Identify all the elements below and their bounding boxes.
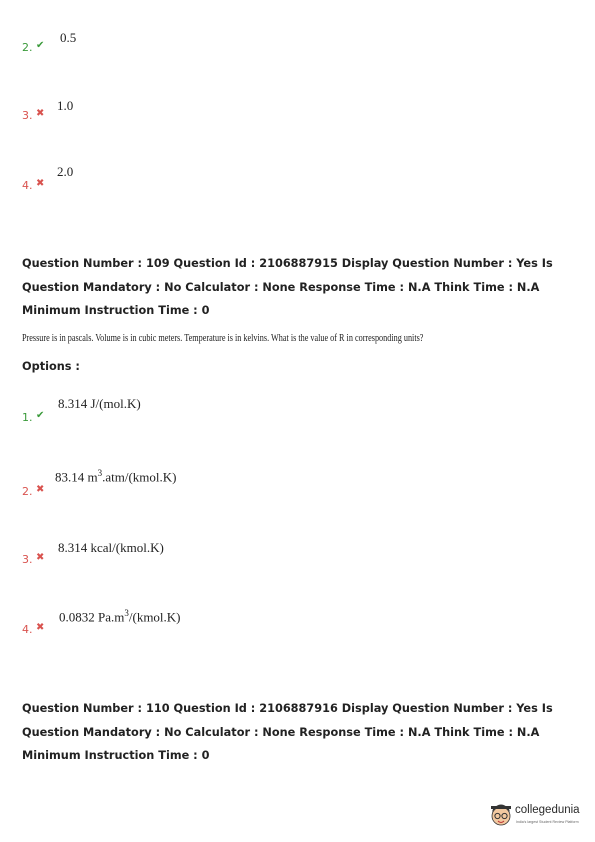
option-value: 0.5: [60, 30, 77, 45]
option-number: 4.: [22, 179, 33, 192]
option-number: 1.: [22, 411, 33, 424]
cross-icon: ✖: [36, 178, 45, 189]
cross-icon: ✖: [36, 484, 45, 495]
option-text: /(kmol.K): [128, 609, 181, 625]
cross-icon: ✖: [36, 108, 45, 119]
logo-name: collegedunia: [515, 804, 580, 816]
option-number: 3.: [22, 109, 33, 122]
superscript: 3: [124, 608, 129, 618]
option-value: [58, 540, 164, 556]
option-number: 2.: [22, 41, 33, 54]
question-text: Pressure is in pascals. Volume is in cubic meters. Temperature is in kelvins. What is the value of R in corresponding units?: [22, 333, 424, 344]
option-value: 2.0: [57, 164, 74, 179]
option-number: 3.: [22, 553, 33, 566]
option-number: 4.: [22, 623, 33, 636]
option-text: 0.0832 Pa.m: [59, 609, 125, 625]
collegedunia-logo: [489, 800, 589, 836]
option-value: [59, 608, 181, 625]
option-text: 8.314 kcal/(kmol.K): [58, 540, 164, 555]
options-label: Options :: [22, 360, 80, 373]
logo-tagline: India's largest Student Review Platform: [516, 820, 579, 824]
option-text: .atm/(kmol.K): [102, 469, 177, 485]
check-icon: ✔: [36, 410, 45, 421]
question-header-110: Question Number : 110 Question Id : 2106887916 Display Question Number : Yes Is Question Mandatory : No Calculator : None Response Time : N.A Think Time : N.A Minimum Instruction Time : 0: [22, 702, 553, 762]
option-number: 2.: [22, 485, 33, 498]
check-icon: ✔: [36, 40, 45, 51]
cross-icon: ✖: [36, 552, 45, 563]
option-value: [58, 396, 141, 412]
option-text: 8.314 J/(mol.K): [58, 396, 141, 411]
option-value: [55, 468, 177, 485]
option-text: 83.14 m: [55, 469, 98, 485]
option-value: 1.0: [57, 98, 74, 113]
cross-icon: ✖: [36, 622, 45, 633]
mascot-icon: [489, 800, 513, 832]
superscript: 3: [97, 468, 103, 478]
question-header-109: Question Number : 109 Question Id : 2106887915 Display Question Number : Yes Is Question Mandatory : No Calculator : None Response Time : N.A Think Time : N.A Minimum Instruction Time : 0: [22, 257, 553, 317]
